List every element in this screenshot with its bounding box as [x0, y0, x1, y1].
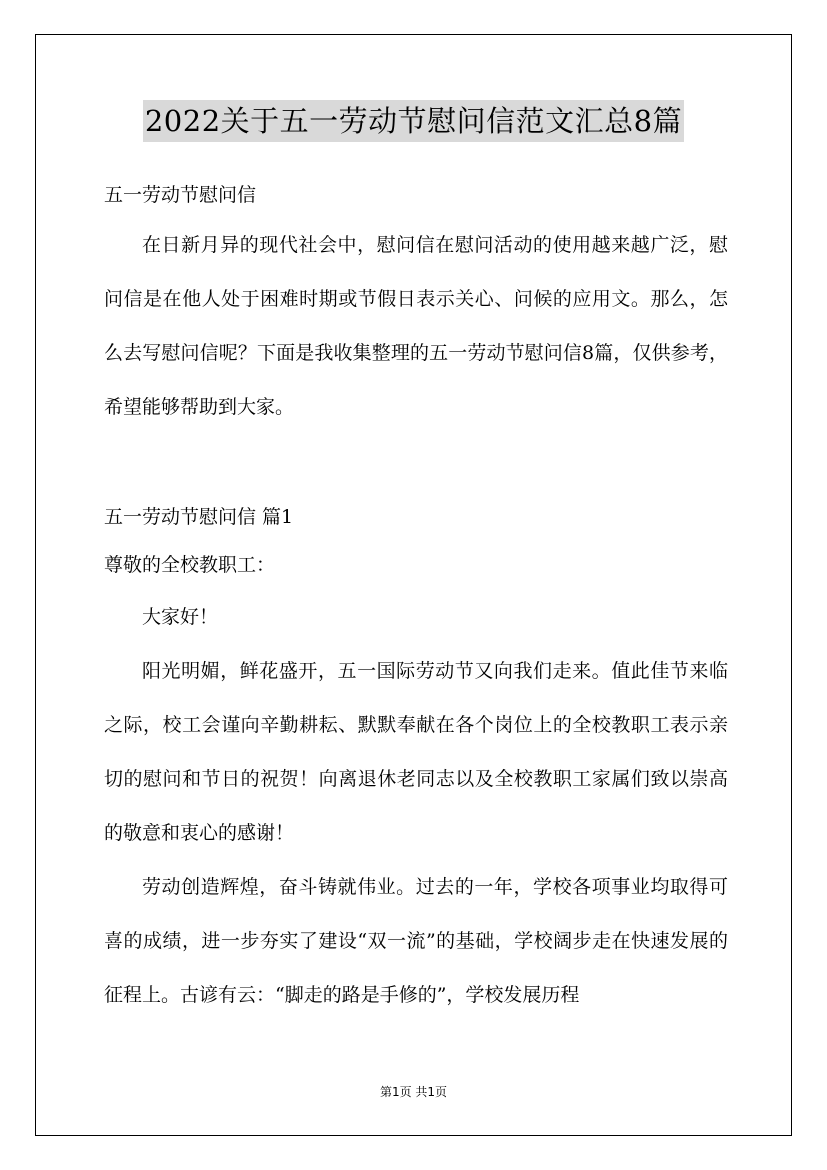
section-heading: 五一劳动节慰问信 篇1 — [104, 506, 294, 528]
title-container — [0, 100, 827, 142]
body-paragraph-2: 劳动创造辉煌，奋斗铸就伟业。过去的一年，学校各项事业均取得可喜的成绩，进一步夯实了建设“双一流”的基础，学校阔步走在快速发展的征程上。古谚有云：“脚走的路是手修的”，学校发展历程 — [104, 876, 728, 1006]
document-title: 2022关于五一劳动节慰问信范文汇总8篇 — [143, 100, 684, 142]
intro-paragraph: 在日新月异的现代社会中，慰问信在慰问活动的使用越来越广泛，慰问信是在他人处于困难时期或节假日表示关心、问候的应用文。那么，怎么去写慰问信呢？下面是我收集整理的五一劳动节慰问信8篇，仅供参考，希望能够帮助到大家。 — [104, 234, 728, 418]
page-footer: 第1页 共1页 — [379, 1085, 448, 1099]
greeting: 大家好！ — [142, 606, 219, 628]
intro-heading: 五一劳动节慰问信 — [104, 184, 257, 206]
document-body — [104, 172, 728, 1022]
body-paragraph-1: 阳光明媚，鲜花盛开，五一国际劳动节又向我们走来。值此佳节来临之际，校工会谨向辛勤耕耘、默默奉献在各个岗位上的全校教职工表示亲切的慰问和节日的祝贺！向离退休老同志以及全校教职工家属们致以崇高的敬意和衷心的感谢！ — [104, 660, 728, 844]
salutation: 尊敬的全校教职工： — [104, 554, 276, 576]
spacer — [104, 434, 728, 494]
